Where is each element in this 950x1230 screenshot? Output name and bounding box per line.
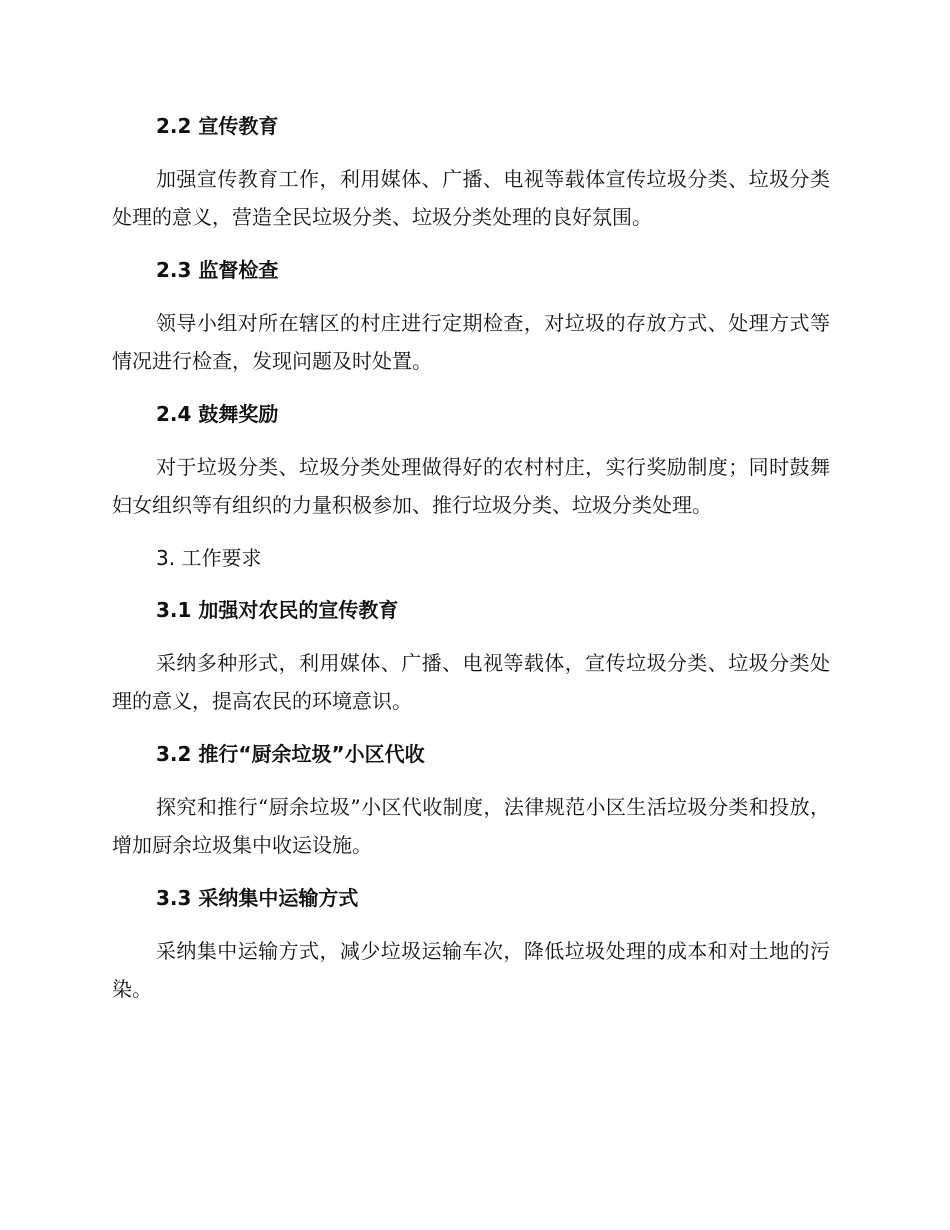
section-heading-2-4: 2.4 鼓舞奖励 [156, 402, 279, 426]
section-heading-3-2: 3.2 推行“厨余垃圾”小区代收 [156, 742, 425, 766]
section-heading-3-1: 3.1 加强对农民的宣传教育 [156, 598, 399, 622]
section-body-2-2: 加强宣传教育工作，利用媒体、广播、电视等载体宣传垃圾分类、垃圾分类处理的意义，营造全民垃圾分类、垃圾分类处理的良好氛围。 [112, 167, 830, 229]
section-body-2-4: 对于垃圾分类、垃圾分类处理做得好的农村村庄，实行奖励制度；同时鼓舞妇女组织等有组织的力量积极参加、推行垃圾分类、垃圾分类处理。 [112, 455, 830, 517]
section-body-3-3: 采纳集中运输方式，减少垃圾运输车次，降低垃圾处理的成本和对土地的污染。 [112, 939, 830, 1001]
section-heading-2-3: 2.3 监督检查 [156, 258, 279, 282]
section-heading-3: 3. 工作要求 [156, 546, 262, 570]
section-body-3-1: 采纳多种形式，利用媒体、广播、电视等载体，宣传垃圾分类、垃圾分类处理的意义，提高农民的环境意识。 [112, 651, 830, 713]
document-content [112, 108, 830, 1024]
section-body-3-2: 探究和推行“厨余垃圾”小区代收制度，法律规范小区生活垃圾分类和投放，增加厨余垃圾集中收运设施。 [112, 795, 830, 857]
section-body-2-3: 领导小组对所在辖区的村庄进行定期检查，对垃圾的存放方式、处理方式等情况进行检查，发现问题及时处置。 [112, 311, 830, 373]
section-heading-2-2: 2.2 宣传教育 [156, 114, 279, 138]
section-heading-3-3: 3.3 采纳集中运输方式 [156, 886, 359, 910]
